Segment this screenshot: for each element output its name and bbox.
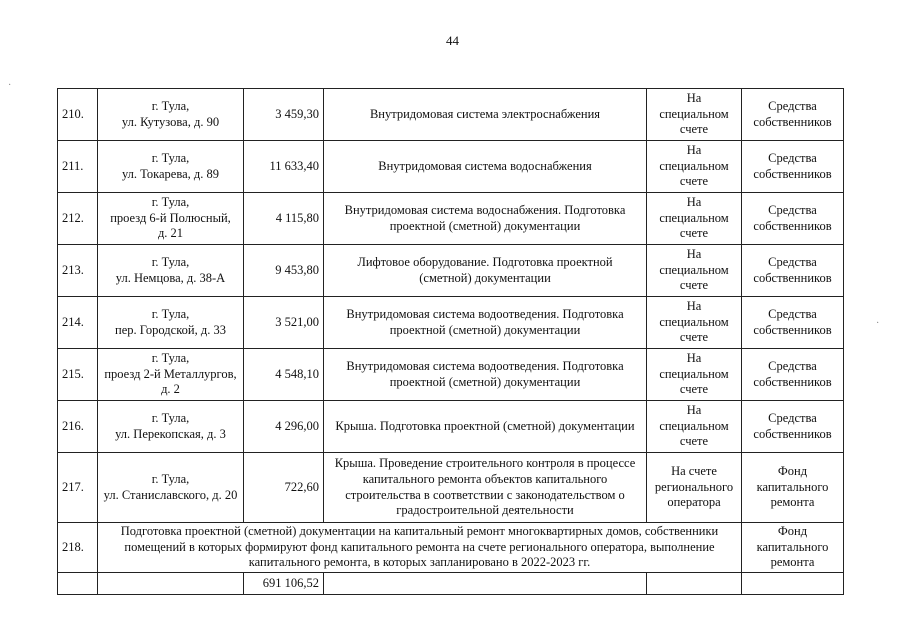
funding-line: собственников (753, 218, 832, 233)
account-line: На (686, 351, 702, 366)
table-row (58, 523, 844, 573)
work-type-cell (324, 349, 647, 401)
table-row (58, 141, 844, 193)
table-row (58, 193, 844, 245)
address-cell (98, 245, 244, 297)
page-number: 44 (446, 33, 459, 48)
funding-line: Средства (768, 98, 817, 113)
row-number: 216. (58, 401, 98, 453)
cost-cell: 11 633,40 (244, 141, 324, 193)
account-line: специальном (659, 366, 729, 381)
total-sum-cell: 691 106,52 (244, 572, 324, 594)
funding-line: Средства (768, 410, 817, 425)
funding-source-cell (742, 523, 844, 573)
total-row (58, 572, 844, 594)
empty-cell (98, 572, 244, 594)
margin-tick-mark: · (876, 318, 880, 329)
account-line: счете (679, 434, 709, 449)
account-cell (647, 141, 742, 193)
row-number: 211. (58, 141, 98, 193)
funding-source-cell (742, 401, 844, 453)
address-city: г. Тула, (151, 410, 190, 425)
account-line: счете (679, 278, 709, 293)
funding-line: Средства (768, 202, 817, 217)
work-type-cell: Крыша. Подготовка проектной (сметной) документации (324, 401, 647, 453)
funding-line: Средства (768, 358, 817, 373)
funding-source-cell (742, 89, 844, 141)
work-type-cell (324, 297, 647, 349)
funding-line: капитального (756, 479, 829, 494)
account-line: специальном (659, 210, 729, 225)
funding-line: капитального (756, 539, 829, 554)
work-type-cell: Внутридомовая система водоснабжения (324, 141, 647, 193)
cost-cell: 9 453,80 (244, 245, 324, 297)
table-row (58, 245, 844, 297)
funding-source-cell (742, 349, 844, 401)
work-line: Внутридомовая система водоотведения. Подготовка (346, 306, 624, 321)
work-line: (сметной) документации (419, 270, 551, 285)
address-street: ул. Кутузова, д. 90 (121, 114, 220, 129)
address-cell (98, 89, 244, 141)
address-street: ул. Станиславского, д. 20 (103, 487, 238, 502)
address-cell (98, 349, 244, 401)
account-line: оператора (667, 495, 721, 510)
row-number: 214. (58, 297, 98, 349)
funding-source-cell (742, 453, 844, 523)
row-number: 210. (58, 89, 98, 141)
address-street: ул. Немцова, д. 38-А (115, 270, 226, 285)
account-line: счете (679, 330, 709, 345)
address-city: г. Тула, (151, 254, 190, 269)
address-city: г. Тула, (151, 351, 190, 366)
address-city: г. Тула, (151, 471, 190, 486)
funding-line: собственников (753, 114, 832, 129)
funding-line: ремонта (770, 555, 815, 570)
account-line: На (686, 403, 702, 418)
row-number: 215. (58, 349, 98, 401)
funding-line: Средства (768, 150, 817, 165)
account-cell (647, 193, 742, 245)
margin-tick-mark: · (8, 80, 12, 91)
account-cell (647, 401, 742, 453)
account-line: специальном (659, 314, 729, 329)
work-line: капитального ремонта объектов капитального (362, 471, 608, 486)
funding-source-cell (742, 297, 844, 349)
funding-source-cell (742, 141, 844, 193)
address-house: д. 2 (161, 382, 180, 397)
address-cell (98, 453, 244, 523)
work-type-cell (324, 193, 647, 245)
account-cell (647, 245, 742, 297)
empty-cell (742, 572, 844, 594)
account-line: На (686, 91, 702, 106)
address-street: ул. Токарева, д. 89 (121, 166, 219, 181)
work-type-cell: Внутридомовая система электроснабжения (324, 89, 647, 141)
work-line: Внутридомовая система водоотведения. Подготовка (346, 358, 624, 373)
work-line: проектной (сметной) документации (389, 374, 581, 389)
table-row (58, 89, 844, 141)
address-city: г. Тула, (151, 195, 190, 210)
funding-source-cell (742, 245, 844, 297)
table-row (58, 297, 844, 349)
work-type-cell (324, 245, 647, 297)
work-line: Внутридомовая система водоснабжения. Подготовка (344, 202, 626, 217)
cost-cell: 4 296,00 (244, 401, 324, 453)
account-line: На (686, 143, 702, 158)
account-line: На (686, 195, 702, 210)
account-line: специальном (659, 418, 729, 433)
account-line: счете (679, 122, 709, 137)
empty-cell (647, 572, 742, 594)
address-city: г. Тула, (151, 306, 190, 321)
table-row (58, 349, 844, 401)
funding-line: собственников (753, 322, 832, 337)
account-line: счете (679, 382, 709, 397)
cost-cell: 4 548,10 (244, 349, 324, 401)
address-cell (98, 193, 244, 245)
funding-line: Фонд (777, 524, 808, 538)
work-line: проектной (сметной) документации (389, 322, 581, 337)
funding-line: собственников (753, 374, 832, 389)
funding-line: Средства (768, 254, 817, 269)
funding-line: Фонд (777, 464, 808, 479)
funding-source-cell (742, 193, 844, 245)
row-number: 217. (58, 453, 98, 523)
address-street: пер. Городской, д. 33 (115, 322, 226, 337)
account-cell (647, 297, 742, 349)
account-cell (647, 349, 742, 401)
funding-line: Средства (768, 306, 817, 321)
work-line: Крыша. Проведение строительного контроля в процессе (334, 456, 636, 471)
work-line: Лифтовое оборудование. Подготовка проектной (357, 254, 613, 269)
row-number: 213. (58, 245, 98, 297)
empty-cell (58, 572, 98, 594)
account-line: На (686, 247, 702, 262)
note-line: капитального ремонта, в которых запланировано в 2022-2023 гг. (248, 555, 591, 570)
address-city: г. Тула, (151, 98, 190, 113)
address-street: проезд 6-й Полюсный, (110, 210, 231, 225)
cost-cell: 4 115,80 (244, 193, 324, 245)
account-line: регионального (654, 479, 734, 494)
funding-line: собственников (753, 426, 832, 441)
address-cell (98, 297, 244, 349)
account-line: специальном (659, 158, 729, 173)
account-line: На (686, 299, 702, 314)
table-row (58, 401, 844, 453)
work-line: строительства в соответствии с законодательством о (345, 487, 625, 502)
note-line: помещений в которых формируют фонд капитального ремонта на счете регионального оператора, выполнение (124, 539, 715, 554)
address-cell (98, 401, 244, 453)
account-line: специальном (659, 262, 729, 277)
cost-cell: 3 459,30 (244, 89, 324, 141)
funding-line: ремонта (770, 495, 815, 510)
address-cell (98, 141, 244, 193)
work-line: градостроительной деятельности (396, 503, 574, 518)
address-house: д. 21 (157, 226, 184, 241)
account-line: специальном (659, 106, 729, 121)
work-line: проектной (сметной) документации (389, 218, 581, 233)
funding-line: собственников (753, 270, 832, 285)
funding-line: собственников (753, 166, 832, 181)
row-number: 212. (58, 193, 98, 245)
note-line: Подготовка проектной (сметной) документации на капитальный ремонт многоквартирных домов, собственники (120, 524, 719, 538)
row-number: 218. (58, 523, 98, 573)
table-row (58, 453, 844, 523)
account-cell (647, 89, 742, 141)
address-street: проезд 2-й Металлургов, (104, 366, 237, 381)
capital-repair-table (57, 88, 844, 595)
address-street: ул. Перекопская, д. 3 (115, 426, 226, 441)
cost-cell: 722,60 (244, 453, 324, 523)
cost-cell: 3 521,00 (244, 297, 324, 349)
account-line: На счете (671, 464, 717, 479)
work-type-cell (324, 453, 647, 523)
account-line: счете (679, 174, 709, 189)
account-line: счете (679, 226, 709, 241)
empty-cell (324, 572, 647, 594)
account-cell (647, 453, 742, 523)
address-city: г. Тула, (151, 150, 190, 165)
summary-note-cell (98, 523, 742, 573)
